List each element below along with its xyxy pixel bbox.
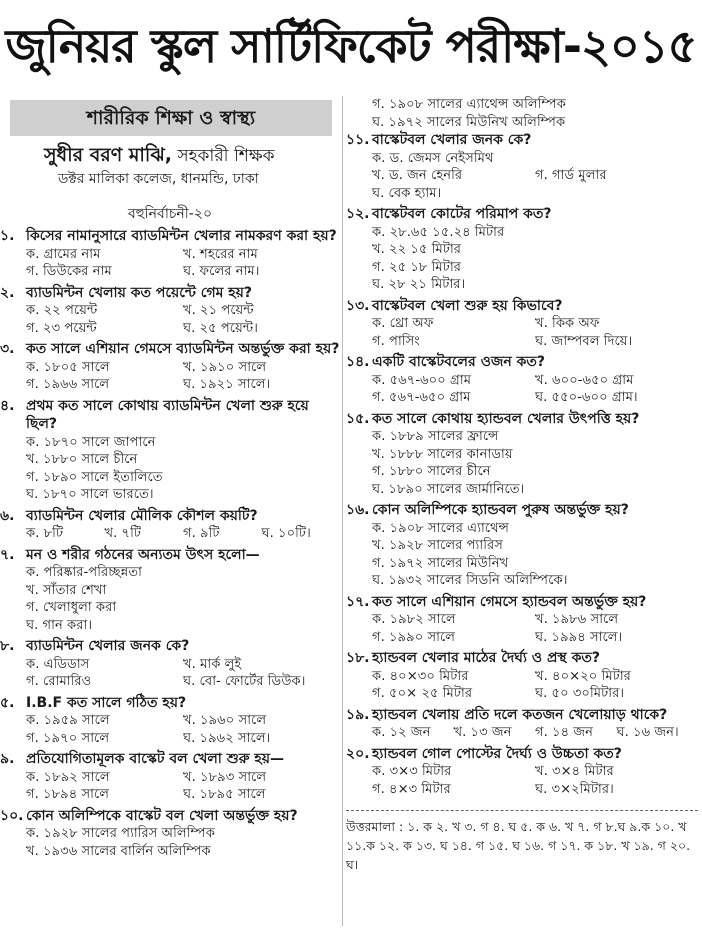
- option: ঘ. জাম্পবল দিয়ে।: [535, 333, 633, 349]
- option: গ. ১৮৯৪ সালে: [26, 787, 110, 802]
- option: ঘ. ২৫ পয়েন্ট।: [183, 320, 258, 336]
- option: গ. খেলাধুলা করা: [26, 600, 117, 615]
- option-row: [372, 685, 698, 703]
- option: গ. পাসিং: [372, 333, 420, 349]
- option: খ. সাঁতার শেখা: [26, 582, 107, 598]
- answer-key: উত্তরমালা : ১. ক ২. খ ৩. গ ৪. ঘ ৫. ক ৬. খ ৭. গ ৮.ঘ ৯.ক ১০. খ ১১.ক ১২. ক ১৩. ঘ ১৪. গ ১৫. ঘ ১৬. গ ১৭. ক ১৮. খ ১৯. গ ২০. ঘ।: [346, 810, 698, 874]
- question-item: [346, 410, 698, 499]
- option-row: [372, 372, 698, 390]
- question-number: ৪.: [0, 397, 15, 414]
- question-item: [346, 706, 698, 742]
- question-item: [0, 340, 340, 394]
- option: ক. ১৯২৮ সালের প্যারিস অলিম্পিক: [26, 826, 215, 841]
- option-row: [372, 572, 698, 590]
- option-row: [26, 582, 340, 600]
- option-row: [26, 451, 340, 469]
- option: খ. ৭টি: [104, 526, 142, 541]
- question-item: [346, 745, 698, 799]
- options: [0, 525, 340, 543]
- option: গ. ৫৬৭-৬৫০ গ্রাম: [372, 390, 471, 405]
- option: ক. ২২ পয়েন্ট: [26, 303, 98, 318]
- question-number: ৬.: [0, 507, 15, 524]
- left-column: [0, 100, 340, 863]
- option: ক. ১৯৮২ সালে: [372, 612, 456, 627]
- options: [0, 434, 340, 504]
- option: খ. কিক অফ: [535, 316, 600, 331]
- option-row: [372, 629, 698, 647]
- question-item: [346, 297, 698, 351]
- question-item: [0, 284, 340, 338]
- question-text: কত সালে এশিয়ান গেমসে ব্যাডমিন্টন অন্তর্ভুক্ত করা হয়?: [26, 341, 340, 357]
- option: ক. ১৮৮৯ সালের ফ্রান্সে: [372, 429, 499, 444]
- question-text: কোন অলিম্পিকে হ্যান্ডবল পুরুষ অন্তর্ভুক্ত হয়?: [372, 502, 629, 518]
- options: [0, 302, 340, 337]
- options: [0, 656, 340, 691]
- question-number: ৮.: [0, 638, 15, 654]
- option: গ. ১৯৭০ সালে: [26, 730, 110, 746]
- option: ঘ. ১৬ জন।: [616, 725, 679, 740]
- question-text: বাস্কেটবল খেলার জনক কে?: [372, 132, 532, 148]
- question-number: ১.: [0, 228, 15, 244]
- options: [0, 825, 340, 860]
- option-row: [26, 656, 340, 674]
- option-row: [372, 389, 698, 407]
- question-text: ব্যাডমিন্টন খেলায় কত পয়েন্টে গেম হয়?: [26, 284, 253, 301]
- question-text: ব্যাডমিন্টন খেলার জনক কে?: [26, 638, 190, 654]
- option: ঘ. ১৮৯০ সালের জার্মানিতে।: [372, 481, 525, 497]
- option: ক. ১৮৯২ সালে: [26, 769, 110, 785]
- option-row: [372, 724, 698, 742]
- option: ঘ. বেক হ্যাম।: [372, 185, 442, 201]
- options: [346, 315, 698, 350]
- question-number: ২০.: [346, 745, 370, 762]
- question-item: [346, 353, 698, 407]
- question-number: ১৭.: [346, 593, 370, 610]
- option: ক. ১২ জন: [372, 725, 431, 740]
- question-text: কোন অলিম্পিকে বাস্কেট বল খেলা অন্তর্ভুক্ত হয়?: [26, 807, 298, 824]
- option: গ. ১৮৮০ সালের চীনে: [372, 464, 491, 479]
- option: ক. ৪০×৩০ মিটার: [372, 668, 469, 684]
- question-item: [0, 750, 340, 804]
- option-row: [372, 333, 698, 351]
- question-item: [346, 501, 698, 590]
- option-row: [372, 428, 698, 446]
- option-row: [372, 555, 698, 573]
- option: গ. ৯টি: [183, 526, 220, 541]
- option: ঘ. ৫৫০-৬০০ গ্রাম।: [535, 390, 638, 405]
- column-divider: [342, 96, 343, 926]
- option: গ. ২৩ পয়েন্ট: [26, 320, 97, 336]
- option: ঘ. ১৮৭০ সালে ভারতে।: [26, 487, 154, 502]
- option-row: [26, 617, 340, 635]
- author-affiliation: ডক্টর মালিকা কলেজ, ধানমন্ডি, ঢাকা: [58, 171, 259, 187]
- option: ঘ. ১৯৩২ সালের সিডনি অলিম্পিকে।: [372, 573, 568, 588]
- options: [0, 769, 340, 804]
- left-question-list: [0, 227, 340, 860]
- option-row: [372, 463, 698, 481]
- question-number: ১০.: [0, 807, 24, 824]
- question-number: ১৩.: [346, 297, 370, 314]
- subject-banner: শারীরিক শিক্ষা ও স্বাস্থ্য: [10, 100, 332, 136]
- question-number: ৫.: [0, 694, 15, 711]
- question-number: ২.: [0, 284, 15, 301]
- options: [346, 150, 698, 203]
- option-row: [372, 259, 698, 277]
- option-row: [26, 246, 340, 264]
- question-number: ১৯.: [346, 706, 370, 723]
- option-row: [372, 185, 698, 203]
- option-row: [372, 241, 698, 259]
- option-row: [372, 276, 698, 294]
- question-text: হ্যান্ডবল গোল পোস্টের দৈর্ঘ্য ও উচ্চতা কত?: [372, 745, 622, 762]
- question-text: কত সালে কোথায় হ্যান্ডবল খেলার উৎপত্তি হয়?: [372, 410, 640, 427]
- question-text: হ্যান্ডবল খেলায় প্রতি দলে কতজন খেলোয়াড় থাকে?: [372, 706, 668, 723]
- option-row: [372, 520, 698, 538]
- question-item: [0, 227, 340, 281]
- question-text: হ্যান্ডবল খেলার মাঠের দৈর্ঘ্য ও প্রস্থ কত?: [372, 650, 600, 666]
- option: খ. ২২ ১৫ মিটার: [372, 242, 462, 257]
- question-text: কিসের নামানুসারে ব্যাডমিন্টন খেলার নামকরণ করা হয়?: [26, 228, 337, 244]
- option-row: [372, 668, 698, 686]
- continued-options: [346, 96, 698, 131]
- option-row: [26, 525, 340, 543]
- option: খ. ১৯১০ সালে: [183, 359, 267, 375]
- option: খ. ৬০০-৬৫০ গ্রাম: [535, 372, 634, 388]
- option: গ. ডিউকের নাম: [26, 264, 112, 279]
- question-item: [0, 546, 340, 635]
- option-row: [26, 825, 340, 843]
- options: [346, 372, 698, 407]
- question-item: [346, 593, 698, 647]
- option: গ. ১৮৯০ সালে ইতালিতে: [26, 469, 163, 485]
- option: ঘ. ১৯৬২ সালে।: [183, 730, 271, 746]
- option: খ. মার্ক লুই: [183, 656, 242, 672]
- option: ক. ২৮.৬৫ ১৫.২৪ মিটার: [372, 224, 505, 240]
- option-row: [26, 769, 340, 787]
- option-row: [26, 376, 340, 394]
- question-item: [0, 507, 340, 543]
- options: [346, 668, 698, 703]
- option: গ. ১৯৬৬ সালে: [26, 377, 110, 392]
- question-text: বাস্কেটবল কোটের পরিমাপ কত?: [372, 206, 552, 222]
- option-row: [26, 359, 340, 377]
- option: খ. ৩×৪ মিটার: [535, 764, 614, 779]
- option: খ. ১৯২৮ সালের প্যারিস: [372, 538, 503, 553]
- options: [346, 724, 698, 742]
- option: গ. ১৯০৮ সালের এ্যাথেন্স অলিম্পিক: [372, 97, 566, 112]
- option-row: [26, 843, 340, 861]
- option: খ. ১৯৩৬ সালের বার্লিন অলিম্পিক: [26, 843, 211, 859]
- option: গ. ১৯৭২ সালের মিউনিখ: [372, 555, 509, 571]
- option-row: [372, 781, 698, 799]
- question-text: বাস্কেটবল খেলা শুরু হয় কিভাবে?: [372, 297, 563, 314]
- option: ঘ. ফলের নাম।: [183, 264, 260, 279]
- option-row: [372, 150, 698, 168]
- question-number: ১৬.: [346, 502, 370, 518]
- option: ক. ১৯০৮ সালের এ্যাথেন্স: [372, 520, 510, 536]
- options: [346, 763, 698, 798]
- option-row: [26, 673, 340, 691]
- option: গ. গার্ড মুলার: [535, 168, 607, 183]
- option: খ. ১৮৯৩ সালে: [183, 769, 267, 785]
- option: ঘ. ১৮৯৫ সালে: [183, 787, 266, 802]
- option: খ. ১৯৬০ সালে: [183, 713, 267, 728]
- section-label: বহুনির্বাচনী-২০: [127, 206, 213, 222]
- option: ঘ. ২৮ ২১ মিটার।: [372, 277, 466, 292]
- option-row: [26, 469, 340, 487]
- option: ক. ৩×৩ মিটার: [372, 764, 452, 779]
- question-number: ৯.: [0, 751, 15, 767]
- options: [0, 712, 340, 747]
- option-row: [372, 763, 698, 781]
- option: ঘ. বো- ফোর্টের ডিউক।: [183, 674, 306, 689]
- question-number: ১৫.: [346, 410, 370, 427]
- right-column: [346, 96, 698, 874]
- option: খ. ১৮৮০ সালে চীনে: [26, 452, 138, 467]
- question-item: [0, 694, 340, 748]
- option: খ. ২১ পয়েন্ট: [183, 303, 254, 318]
- option: ক. ৫৬৭-৬০০ গ্রাম: [372, 372, 472, 388]
- option-row: [26, 730, 340, 748]
- question-text: I.B.F কত সালে গঠিত হয়?: [26, 694, 187, 711]
- options: [346, 520, 698, 590]
- option: গ. ৪×৩ মিটার: [372, 781, 451, 797]
- question-number: ১৮.: [346, 650, 370, 666]
- author-name: সুধীর বরণ মাঝি,: [44, 144, 172, 166]
- option: গ. ১৪ জন: [535, 725, 594, 740]
- option-row: [26, 786, 340, 804]
- option: ক. থ্রো অফ: [372, 316, 434, 331]
- author-designation: সহকারী শিক্ষক: [177, 146, 275, 166]
- options: [346, 428, 698, 498]
- option: ক. ১৯৫৯ সালে: [26, 713, 110, 728]
- question-number: ৩.: [0, 341, 15, 357]
- option-row: [26, 486, 340, 504]
- option-row: [26, 320, 340, 338]
- option-row: [372, 315, 698, 333]
- option-row: [372, 224, 698, 242]
- question-item: [346, 131, 698, 202]
- right-question-list: [346, 131, 698, 798]
- question-text: কত সালে এশিয়ান গেমসে হ্যান্ডবল অন্তর্ভুক্ত হয়?: [372, 593, 647, 610]
- question-item: [0, 397, 340, 504]
- option-row: [26, 712, 340, 730]
- question-text: মন ও শরীর গঠনের অন্যতম উৎস হলো—: [26, 546, 260, 563]
- question-number: ৭.: [0, 546, 15, 563]
- question-number: ১২.: [346, 206, 370, 222]
- options: [346, 224, 698, 294]
- options: [0, 246, 340, 281]
- option-row: [372, 537, 698, 555]
- option: ক. ১৮০৫ সালে: [26, 359, 110, 375]
- option-row: [26, 599, 340, 617]
- option: গ. রোমারিও: [26, 674, 92, 689]
- question-text: একটি বাস্কেটবলের ওজন কত?: [372, 354, 546, 370]
- question-item: [346, 649, 698, 703]
- option-row: [26, 302, 340, 320]
- option: ক. গ্রামের নাম: [26, 246, 101, 262]
- question-number: ১৪.: [346, 354, 370, 370]
- question-item: [0, 807, 340, 861]
- option: খ. শহরের নাম: [183, 246, 258, 262]
- option: খ. ৪০×২০ মিটার: [535, 668, 631, 684]
- option: খ. ১৮৮৮ সালের কানাডায়: [372, 446, 513, 462]
- option: ক. এডিডাস: [26, 656, 90, 672]
- option-row: [26, 434, 340, 452]
- option: ঘ. গান করা।: [26, 617, 93, 633]
- option: ক. পরিষ্কার-পরিচ্ছন্নতা: [26, 565, 142, 580]
- question-number: ১১.: [346, 132, 370, 148]
- option-row: [372, 167, 698, 185]
- option-row: [372, 446, 698, 464]
- options: [0, 359, 340, 394]
- question-item: [0, 637, 340, 691]
- author-line: [44, 144, 340, 167]
- options: [0, 564, 340, 634]
- option: ক. ৮টি: [26, 526, 64, 541]
- option: ঘ. ১৯৯৪ সালে।: [535, 629, 623, 645]
- option: ক. ১৮৭০ সালে জাপানে: [26, 434, 156, 450]
- question-text: প্রতিযোগিতামূলক বাস্কেট বল খেলা শুরু হয়—: [26, 751, 285, 767]
- option: ক. ড. জেমস নেইসমিথ: [372, 150, 494, 166]
- option: ঘ. ১০টি।: [261, 526, 311, 541]
- option: ঘ. ৫০ ৩০মিটার।: [535, 686, 625, 701]
- option: খ. ১৯৮৬ সালে: [535, 612, 619, 627]
- option: ঘ. ১৯২১ সালে।: [183, 377, 271, 392]
- option-row: [372, 611, 698, 629]
- option-row: [26, 263, 340, 281]
- question-text: প্রথম কত সালে কোথায় ব্যাডমিন্টন খেলা শুরু হয়ে ছিল?: [26, 397, 309, 432]
- options: [346, 611, 698, 646]
- option: খ. ১৩ জন: [453, 725, 512, 740]
- option-row: [372, 481, 698, 499]
- option: গ. ২৫ ১৮ মিটার: [372, 259, 462, 275]
- question-item: [346, 205, 698, 294]
- option: খ. ড. জন হেনরি: [372, 168, 463, 183]
- page-title: জুনিয়র স্কুল সার্টিফিকেট পরীক্ষা-২০১৫: [5, 19, 697, 73]
- question-text: ব্যাডমিন্টন খেলার মৌলিক কৌশল কয়টি?: [26, 507, 258, 524]
- option: ঘ. ১৯৭২ সালের মিউনিখ অলিম্পিক: [372, 114, 566, 130]
- option: ঘ. ৩×২মিটার।: [535, 781, 614, 797]
- option: গ. ৫০× ২৫ মিটার: [372, 686, 473, 701]
- option-row: [26, 564, 340, 582]
- option: গ. ১৯৯০ সালে: [372, 629, 456, 645]
